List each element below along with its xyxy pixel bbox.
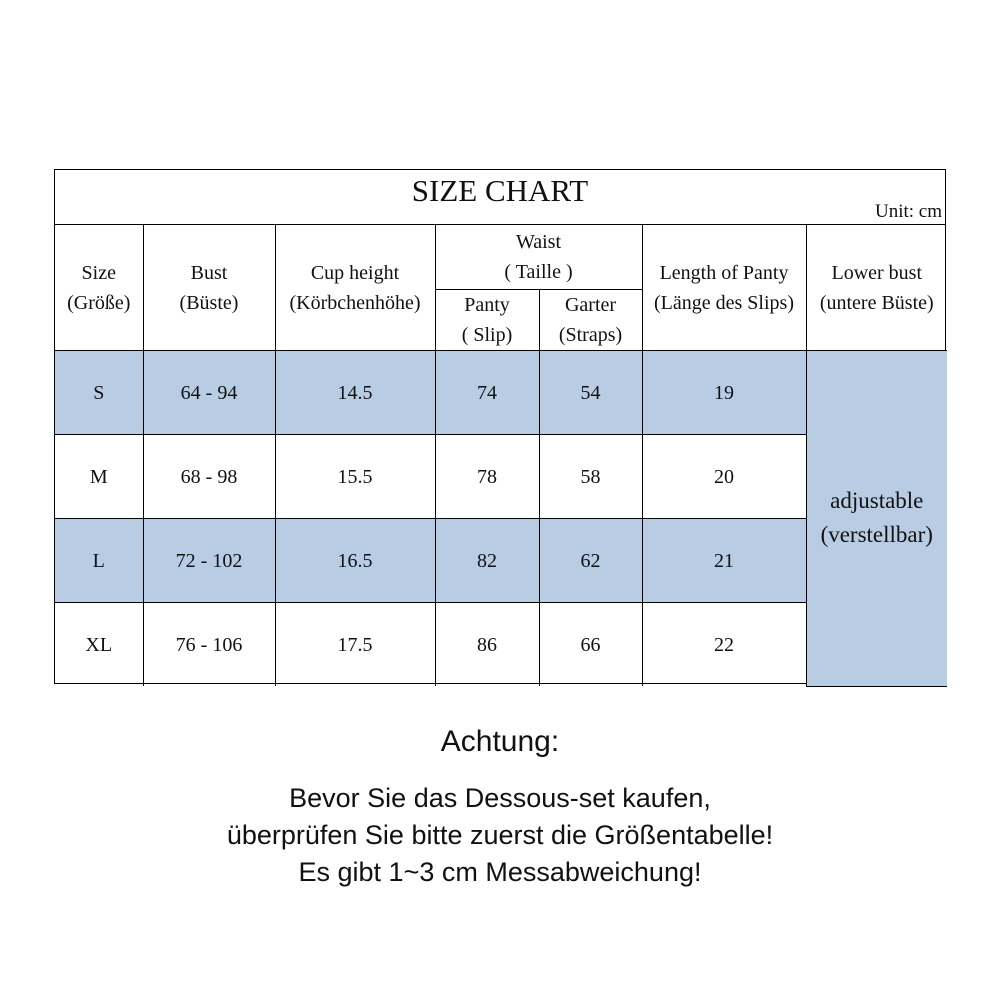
cup-cell: 15.5 <box>275 435 435 519</box>
size-cell: L <box>55 519 143 603</box>
panty-cell: 86 <box>435 603 539 687</box>
note-body <box>0 780 1000 891</box>
length-cell: 20 <box>642 435 806 519</box>
panty-cell: 74 <box>435 351 539 435</box>
note-line: überprüfen Sie bitte zuerst die Größentabelle! <box>226 820 774 850</box>
note-line: Es gibt 1~3 cm Messabweichung! <box>298 857 702 887</box>
cup-cell: 16.5 <box>275 519 435 603</box>
lower-bust-cell: adjustable (verstellbar) <box>806 351 947 687</box>
garter-cell: 62 <box>539 519 642 603</box>
header-waist: Waist ( Taille ) <box>435 225 642 290</box>
bust-cell: 68 - 98 <box>143 435 275 519</box>
length-cell: 22 <box>642 603 806 687</box>
size-table <box>55 225 947 687</box>
size-chart-title: SIZE CHART <box>411 173 589 208</box>
bust-cell: 64 - 94 <box>143 351 275 435</box>
panty-cell: 82 <box>435 519 539 603</box>
cup-cell: 17.5 <box>275 603 435 687</box>
header-length-of-panty: Length of Panty (Länge des Slips) <box>642 225 806 351</box>
size-chart-title-row <box>55 170 945 225</box>
garter-cell: 58 <box>539 435 642 519</box>
header-garter: Garter (Straps) <box>539 290 642 351</box>
bust-cell: 72 - 102 <box>143 519 275 603</box>
size-cell: XL <box>55 603 143 687</box>
header-panty: Panty ( Slip) <box>435 290 539 351</box>
cup-cell: 14.5 <box>275 351 435 435</box>
unit-label: Unit: cm <box>874 201 942 222</box>
panty-cell: 78 <box>435 435 539 519</box>
garter-cell: 54 <box>539 351 642 435</box>
garter-cell: 66 <box>539 603 642 687</box>
header-size: Size (Größe) <box>55 225 143 351</box>
length-cell: 21 <box>642 519 806 603</box>
size-chart <box>54 169 946 684</box>
length-cell: 19 <box>642 351 806 435</box>
note-heading: Achtung: <box>440 725 560 758</box>
note-line: Bevor Sie das Dessous-set kaufen, <box>289 783 711 813</box>
header-bust: Bust (Büste) <box>143 225 275 351</box>
header-cup-height: Cup height (Körbchenhöhe) <box>275 225 435 351</box>
header-lower-bust: Lower bust (untere Büste) <box>806 225 947 351</box>
bust-cell: 76 - 106 <box>143 603 275 687</box>
header-row <box>55 225 947 290</box>
table-row <box>55 351 947 435</box>
size-cell: M <box>55 435 143 519</box>
size-cell: S <box>55 351 143 435</box>
